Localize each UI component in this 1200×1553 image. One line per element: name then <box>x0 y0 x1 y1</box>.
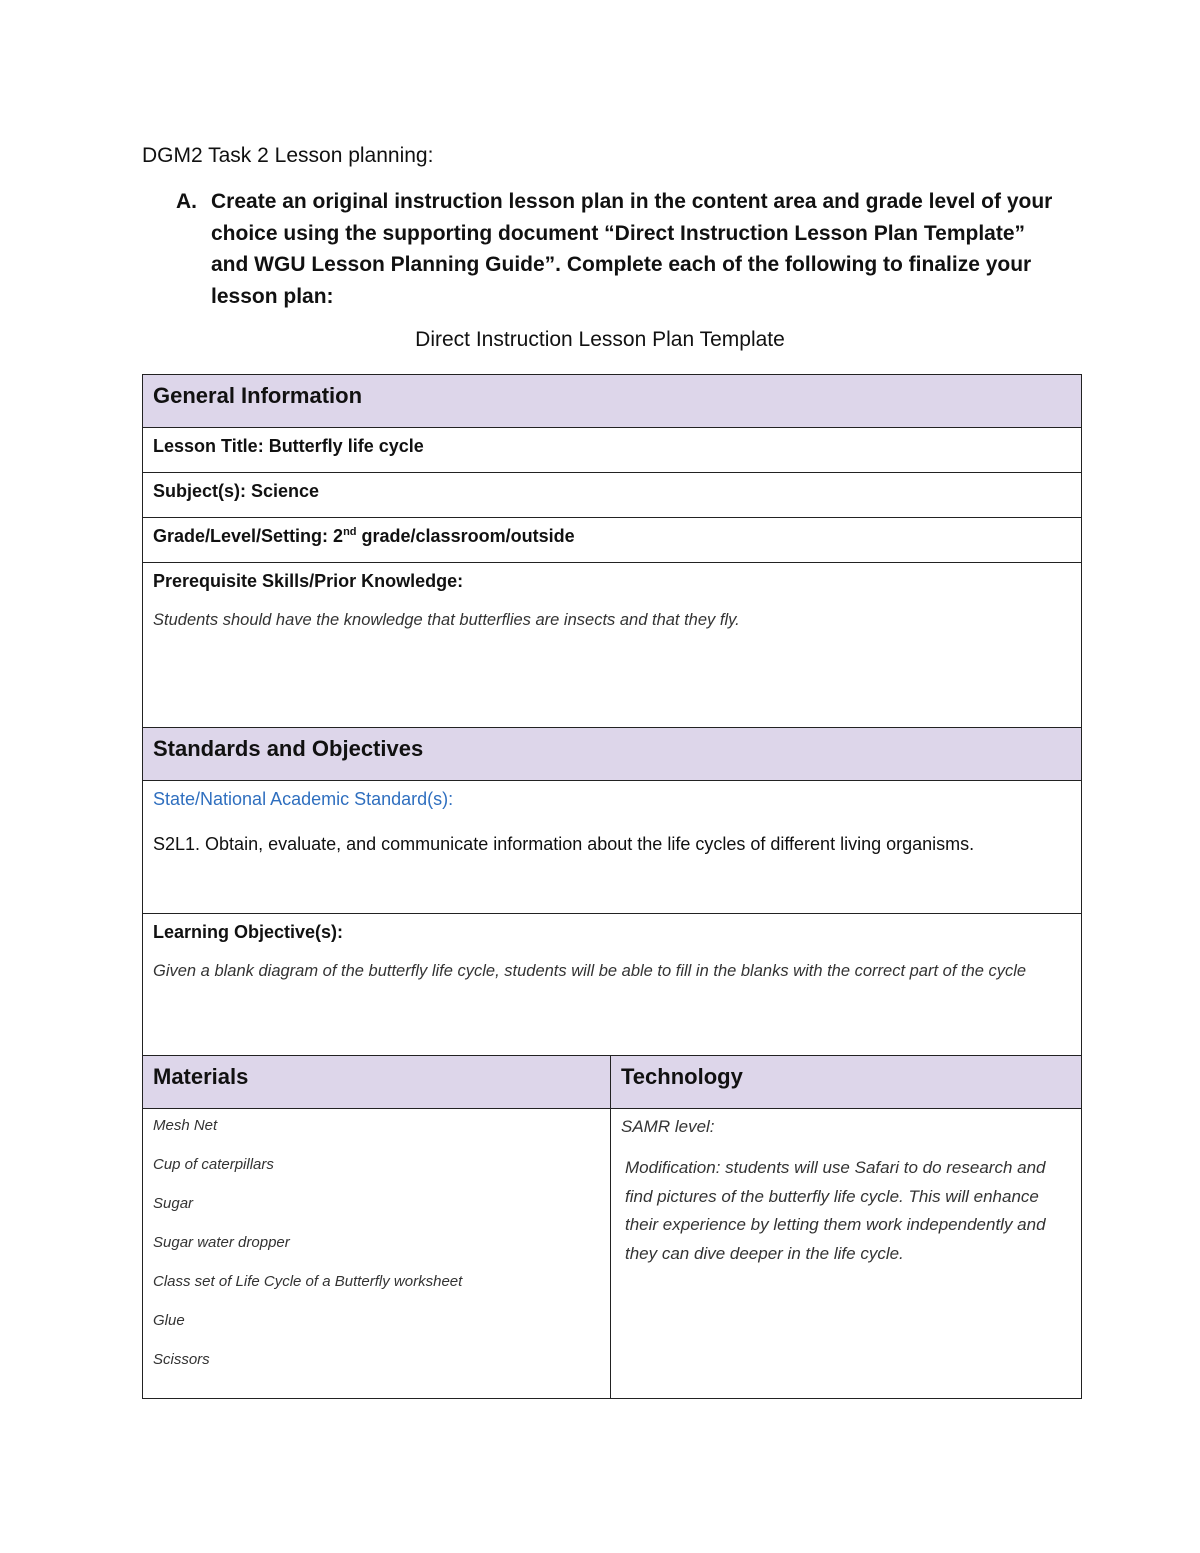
grade-superscript: nd <box>343 526 357 538</box>
general-information-header: General Information <box>143 375 1082 428</box>
standard-cell <box>143 781 1082 914</box>
task-marker: A. <box>176 190 197 213</box>
list-item: Mesh Net <box>153 1117 218 1134</box>
grade-suffix: grade/classroom/outside <box>356 526 575 546</box>
technology-cell <box>611 1109 1082 1399</box>
objective-cell <box>143 914 1082 1056</box>
materials-list <box>153 1117 600 1390</box>
list-item: Sugar <box>153 1195 194 1212</box>
grade-level-field <box>143 518 1082 563</box>
samr-text: Modification: students will use Safari to do research and find pictures of the butterfly life cycle. This will enhance their experience by letting them work independently and they can dive deeper in the life cycle. <box>625 1158 1046 1263</box>
objective-text: Given a blank diagram of the butterfly life cycle, students will be able to fill in the blanks with the correct part of the cycle <box>153 962 1027 980</box>
objective-label: Learning Objective(s): <box>153 922 344 942</box>
lesson-title-field: Lesson Title: Butterfly life cycle <box>143 428 1082 473</box>
list-item: Cup of caterpillars <box>153 1156 274 1173</box>
materials-header: Materials <box>143 1056 611 1109</box>
task-instruction <box>176 186 1056 312</box>
task-text: Create an original instruction lesson plan in the content area and grade level of your choice using the supporting document “Direct Instruction Lesson Plan Template” and WGU Lesson Planning Guide”. Complete each of the following to finalize your lesson plan: <box>211 190 1053 308</box>
prerequisite-cell <box>143 563 1082 728</box>
list-item: Sugar water dropper <box>153 1234 290 1251</box>
lesson-plan-table <box>142 374 1082 1399</box>
standard-text: S2L1. Obtain, evaluate, and communicate information about the life cycles of different living organisms. <box>153 834 975 854</box>
subjects-field: Subject(s): Science <box>143 473 1082 518</box>
samr-label: SAMR level: <box>621 1117 715 1136</box>
list-item: Scissors <box>153 1351 210 1368</box>
grade-prefix: Grade/Level/Setting: 2 <box>153 526 344 546</box>
technology-header: Technology <box>611 1056 1082 1109</box>
prerequisite-label: Prerequisite Skills/Prior Knowledge: <box>153 571 464 591</box>
prerequisite-text: Students should have the knowledge that butterflies are insects and that they fly. <box>153 611 740 629</box>
list-item: Glue <box>153 1312 185 1329</box>
template-title: Direct Instruction Lesson Plan Template <box>415 328 785 351</box>
list-item: Class set of Life Cycle of a Butterfly worksheet <box>153 1273 463 1290</box>
standards-objectives-header: Standards and Objectives <box>143 728 1082 781</box>
materials-cell <box>143 1109 611 1399</box>
page-heading: DGM2 Task 2 Lesson planning: <box>142 144 434 167</box>
standard-label: State/National Academic Standard(s): <box>153 789 454 809</box>
